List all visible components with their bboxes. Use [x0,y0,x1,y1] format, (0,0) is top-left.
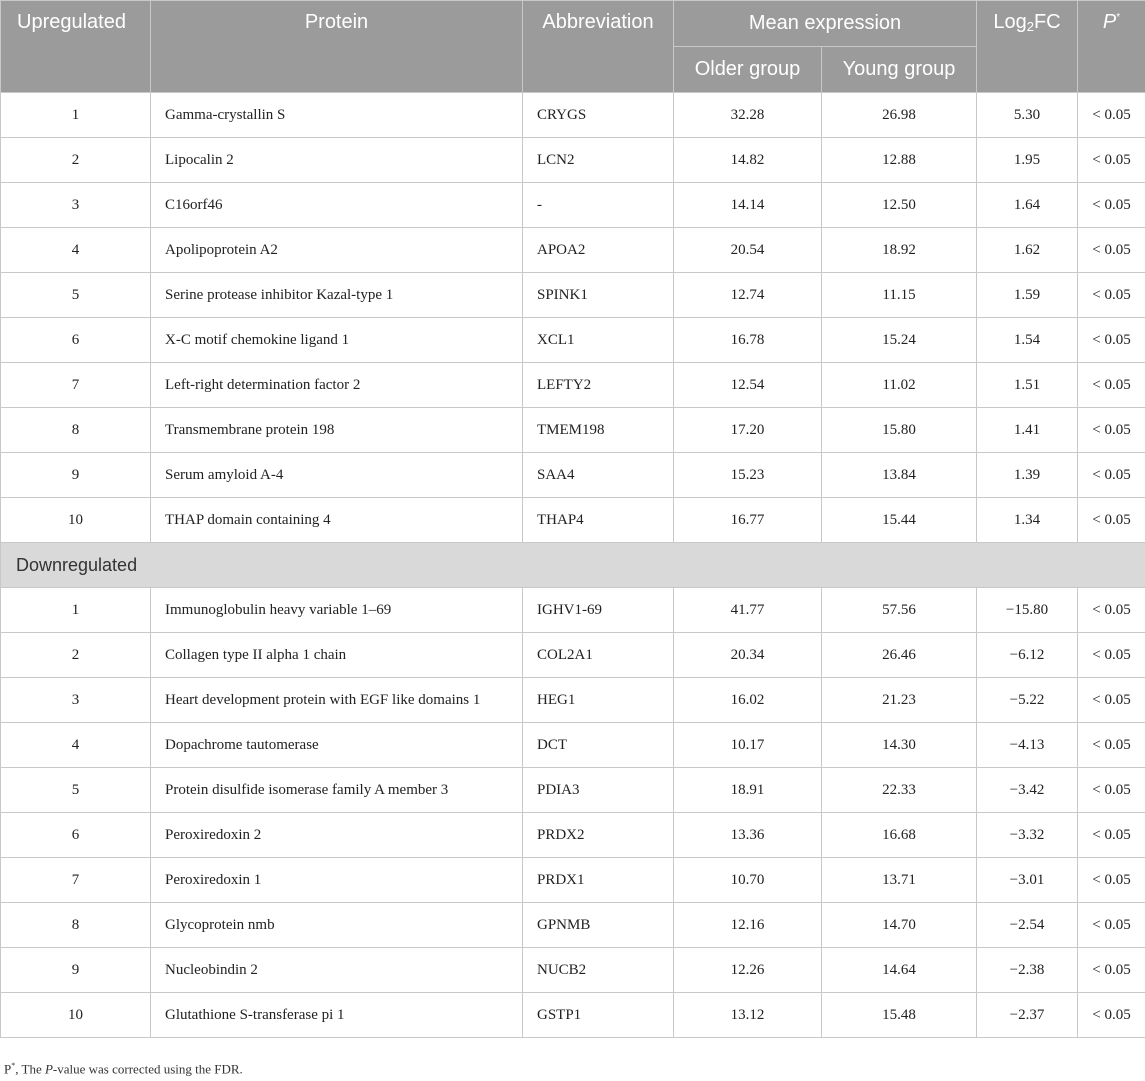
upregulated-rows [1,93,1145,543]
table-row [1,228,1145,273]
older-group-cell: 12.26 [674,948,822,993]
older-group-cell: 12.54 [674,363,822,408]
abbreviation-cell: PDIA3 [523,768,674,813]
older-group-cell: 16.77 [674,498,822,543]
young-group-cell: 13.71 [822,858,977,903]
p-value-cell: < 0.05 [1078,273,1145,318]
abbreviation-cell: NUCB2 [523,948,674,993]
header-protein: Protein [151,1,523,93]
log2fc-cell: 1.39 [977,453,1078,498]
header-p-value [1078,1,1145,93]
footnote-italic-p: P [44,1061,53,1077]
p-value-cell: < 0.05 [1078,678,1145,723]
young-group-cell: 11.02 [822,363,977,408]
older-group-cell: 41.77 [674,588,822,633]
protein-name-cell: Peroxiredoxin 1 [151,858,523,903]
table-row [1,993,1145,1038]
young-group-cell: 12.88 [822,138,977,183]
p-value-cell: < 0.05 [1078,858,1145,903]
rank-cell: 8 [1,903,151,948]
abbreviation-cell: SPINK1 [523,273,674,318]
rank-cell: 7 [1,858,151,903]
young-group-cell: 14.64 [822,948,977,993]
rank-cell: 10 [1,498,151,543]
abbreviation-cell: XCL1 [523,318,674,363]
log2fc-cell: 1.54 [977,318,1078,363]
older-group-cell: 32.28 [674,93,822,138]
older-group-cell: 20.54 [674,228,822,273]
rank-cell: 1 [1,588,151,633]
young-group-cell: 14.70 [822,903,977,948]
older-group-cell: 18.91 [674,768,822,813]
abbreviation-cell: LCN2 [523,138,674,183]
header-abbreviation: Abbreviation [523,1,674,93]
rank-cell: 3 [1,183,151,228]
table-row [1,138,1145,183]
abbreviation-cell: DCT [523,723,674,768]
log2fc-cell: −3.01 [977,858,1078,903]
abbreviation-cell: PRDX2 [523,813,674,858]
older-group-cell: 16.78 [674,318,822,363]
log2fc-cell: −4.13 [977,723,1078,768]
p-value-cell: < 0.05 [1078,498,1145,543]
young-group-cell: 15.44 [822,498,977,543]
table-row [1,903,1145,948]
p-value-cell: < 0.05 [1078,318,1145,363]
header-log2fc [977,1,1078,93]
older-group-cell: 10.70 [674,858,822,903]
abbreviation-cell: COL2A1 [523,633,674,678]
abbreviation-cell: LEFTY2 [523,363,674,408]
table-row [1,723,1145,768]
log2fc-cell: 1.41 [977,408,1078,453]
young-group-cell: 14.30 [822,723,977,768]
young-group-cell: 21.23 [822,678,977,723]
young-group-cell: 16.68 [822,813,977,858]
protein-name-cell: Gamma-crystallin S [151,93,523,138]
protein-name-cell: Transmembrane protein 198 [151,408,523,453]
table-header [1,1,1145,93]
log2fc-cell: 1.59 [977,273,1078,318]
protein-name-cell: Glycoprotein nmb [151,903,523,948]
rank-cell: 4 [1,723,151,768]
downregulated-rows [1,588,1145,1038]
older-group-cell: 10.17 [674,723,822,768]
header-young-group: Young group [822,47,977,93]
protein-name-cell: Glutathione S-transferase pi 1 [151,993,523,1038]
protein-name-cell: Serum amyloid A-4 [151,453,523,498]
table-row [1,183,1145,228]
rank-cell: 2 [1,138,151,183]
log2fc-subscript: 2 [1026,19,1034,34]
log2fc-cell: −5.22 [977,678,1078,723]
log2fc-cell: −6.12 [977,633,1078,678]
table-row [1,858,1145,903]
young-group-cell: 57.56 [822,588,977,633]
log2fc-prefix: Log [993,11,1027,33]
older-group-cell: 14.82 [674,138,822,183]
p-value-cell: < 0.05 [1078,903,1145,948]
abbreviation-cell: GPNMB [523,903,674,948]
p-value-cell: < 0.05 [1078,813,1145,858]
p-label: P [1102,11,1117,33]
older-group-cell: 13.36 [674,813,822,858]
protein-name-cell: THAP domain containing 4 [151,498,523,543]
older-group-cell: 13.12 [674,993,822,1038]
young-group-cell: 18.92 [822,228,977,273]
protein-name-cell: C16orf46 [151,183,523,228]
footnote-p: P [4,1061,12,1077]
p-value-cell: < 0.05 [1078,138,1145,183]
rank-cell: 6 [1,813,151,858]
protein-name-cell: Protein disulfide isomerase family A member 3 [151,768,523,813]
table-row [1,588,1145,633]
young-group-cell: 15.24 [822,318,977,363]
p-value-cell: < 0.05 [1078,633,1145,678]
log2fc-cell: −2.54 [977,903,1078,948]
protein-name-cell: X-C motif chemokine ligand 1 [151,318,523,363]
protein-name-cell: Serine protease inhibitor Kazal-type 1 [151,273,523,318]
rank-cell: 8 [1,408,151,453]
rank-cell: 2 [1,633,151,678]
footnote-post: -value was corrected using the FDR. [52,1061,243,1077]
p-value-cell: < 0.05 [1078,723,1145,768]
header-mean-expression: Mean expression [674,1,977,47]
young-group-cell: 15.48 [822,993,977,1038]
protein-name-cell: Peroxiredoxin 2 [151,813,523,858]
section-label-downregulated: Downregulated [1,543,1145,588]
table-footnote [4,1061,243,1077]
footnote-star: * [11,1061,16,1070]
table-row [1,363,1145,408]
p-value-cell: < 0.05 [1078,948,1145,993]
log2fc-cell: −2.38 [977,948,1078,993]
p-value-cell: < 0.05 [1078,588,1145,633]
older-group-cell: 15.23 [674,453,822,498]
young-group-cell: 26.98 [822,93,977,138]
older-group-cell: 16.02 [674,678,822,723]
downregulated-section [1,543,1145,588]
table-row [1,813,1145,858]
log2fc-cell: 1.62 [977,228,1078,273]
abbreviation-cell: PRDX1 [523,858,674,903]
abbreviation-cell: GSTP1 [523,993,674,1038]
rank-cell: 9 [1,948,151,993]
header-older-group: Older group [674,47,822,93]
rank-cell: 1 [1,93,151,138]
abbreviation-cell: THAP4 [523,498,674,543]
log2fc-cell: 1.95 [977,138,1078,183]
table-row [1,633,1145,678]
table-row [1,93,1145,138]
protein-name-cell: Apolipoprotein A2 [151,228,523,273]
log2fc-cell: 5.30 [977,93,1078,138]
protein-name-cell: Nucleobindin 2 [151,948,523,993]
table-row [1,408,1145,453]
p-value-cell: < 0.05 [1078,993,1145,1038]
protein-name-cell: Left-right determination factor 2 [151,363,523,408]
young-group-cell: 11.15 [822,273,977,318]
older-group-cell: 20.34 [674,633,822,678]
log2fc-suffix: FC [1033,11,1061,33]
rank-cell: 6 [1,318,151,363]
log2fc-cell: −2.37 [977,993,1078,1038]
p-value-cell: < 0.05 [1078,768,1145,813]
rank-cell: 3 [1,678,151,723]
table-row [1,768,1145,813]
log2fc-cell: −3.32 [977,813,1078,858]
older-group-cell: 17.20 [674,408,822,453]
young-group-cell: 12.50 [822,183,977,228]
abbreviation-cell: IGHV1-69 [523,588,674,633]
rank-cell: 5 [1,768,151,813]
footnote-pre: , The [15,1061,45,1077]
log2fc-cell: 1.51 [977,363,1078,408]
p-value-cell: < 0.05 [1078,453,1145,498]
table-row [1,273,1145,318]
table-row [1,498,1145,543]
table-row [1,453,1145,498]
p-value-cell: < 0.05 [1078,363,1145,408]
rank-cell: 5 [1,273,151,318]
abbreviation-cell: CRYGS [523,93,674,138]
young-group-cell: 13.84 [822,453,977,498]
rank-cell: 7 [1,363,151,408]
p-value-cell: < 0.05 [1078,408,1145,453]
protein-name-cell: Collagen type II alpha 1 chain [151,633,523,678]
protein-name-cell: Dopachrome tautomerase [151,723,523,768]
protein-name-cell: Heart development protein with EGF like domains 1 [151,678,523,723]
young-group-cell: 22.33 [822,768,977,813]
abbreviation-cell: TMEM198 [523,408,674,453]
rank-cell: 4 [1,228,151,273]
abbreviation-cell: SAA4 [523,453,674,498]
older-group-cell: 14.14 [674,183,822,228]
p-superscript: * [1116,12,1121,23]
older-group-cell: 12.74 [674,273,822,318]
abbreviation-cell: - [523,183,674,228]
abbreviation-cell: HEG1 [523,678,674,723]
log2fc-cell: 1.34 [977,498,1078,543]
young-group-cell: 26.46 [822,633,977,678]
log2fc-cell: −15.80 [977,588,1078,633]
rank-cell: 9 [1,453,151,498]
table-row [1,948,1145,993]
older-group-cell: 12.16 [674,903,822,948]
table-row [1,678,1145,723]
table-row [1,318,1145,363]
abbreviation-cell: APOA2 [523,228,674,273]
header-upregulated: Upregulated [1,1,151,93]
protein-name-cell: Lipocalin 2 [151,138,523,183]
log2fc-cell: 1.64 [977,183,1078,228]
rank-cell: 10 [1,993,151,1038]
protein-name-cell: Immunoglobulin heavy variable 1–69 [151,588,523,633]
young-group-cell: 15.80 [822,408,977,453]
p-value-cell: < 0.05 [1078,228,1145,273]
section-row-downregulated [1,543,1145,588]
log2fc-cell: −3.42 [977,768,1078,813]
p-value-cell: < 0.05 [1078,183,1145,228]
p-value-cell: < 0.05 [1078,93,1145,138]
